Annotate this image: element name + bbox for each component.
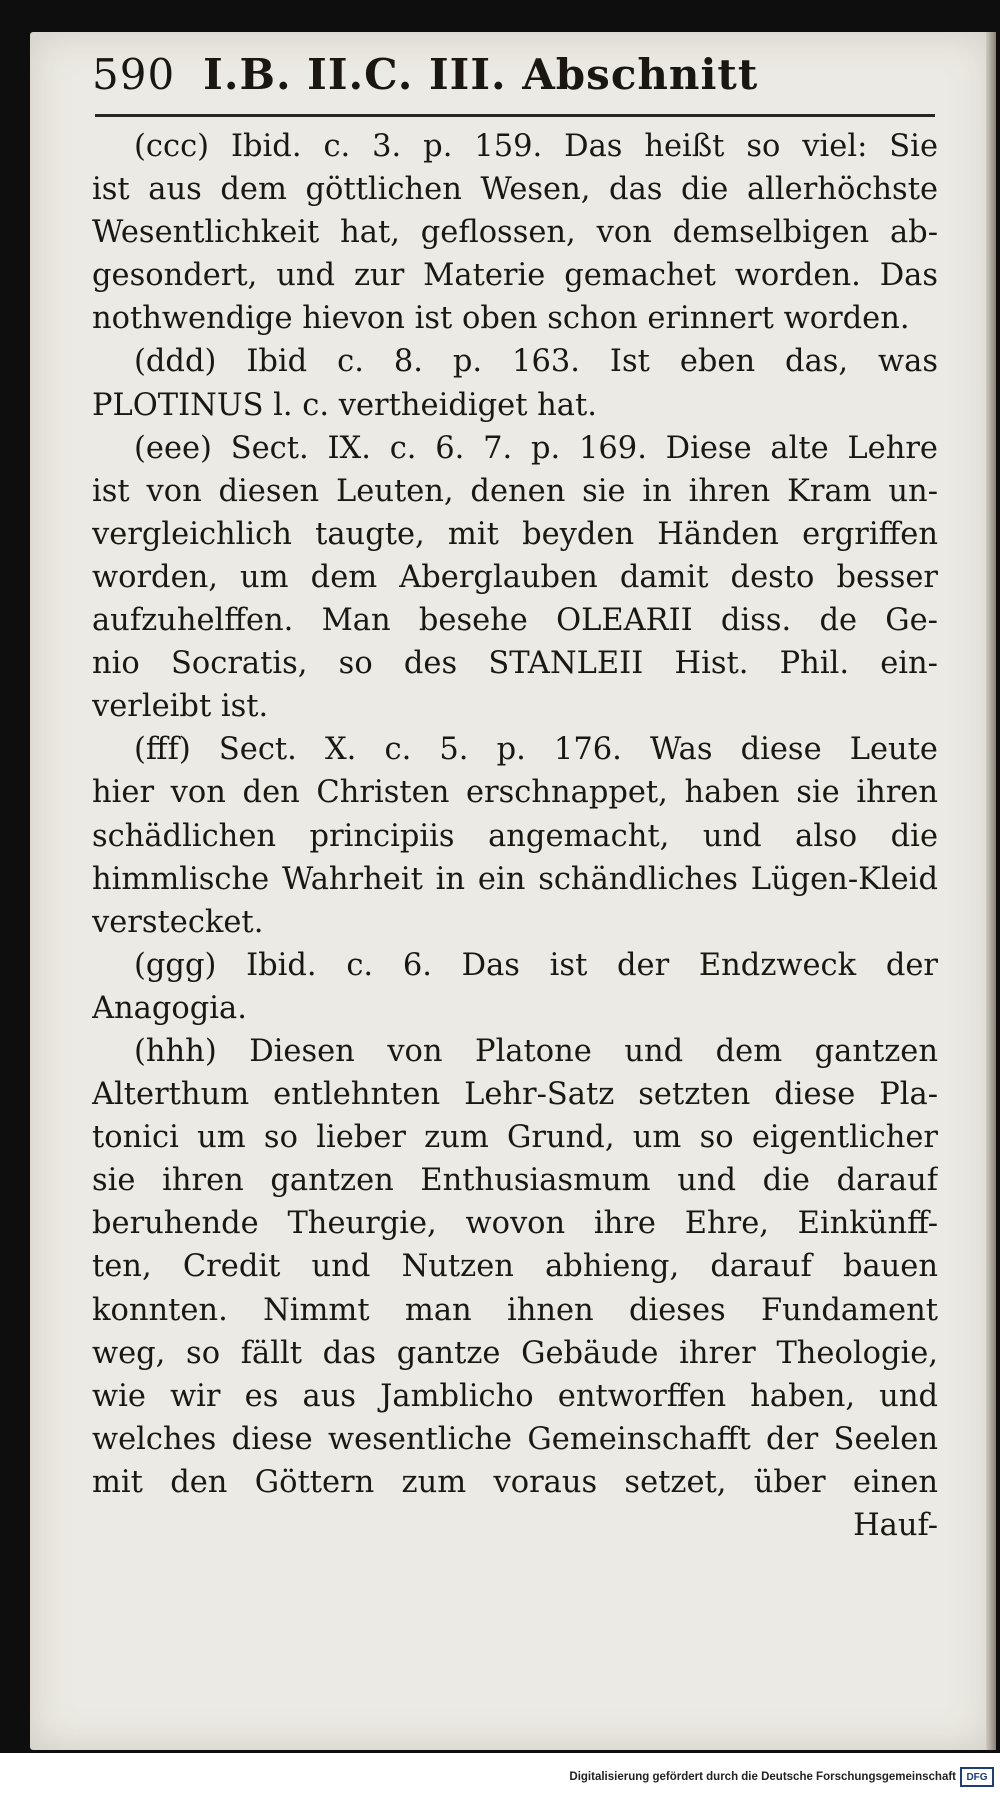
funding-credit: Digitalisierung gefördert durch die Deutsche Forschungsgemeinschaft (569, 1771, 956, 1783)
text-line: schädlichen principiis angemacht, und also die (92, 818, 938, 854)
text-line: PLOTINUS l. c. vertheidiget hat. (92, 387, 597, 423)
text-line: aufzuhelffen. Man besehe OLEARII diss. de Ge- (92, 603, 938, 639)
text-line: weg, so fällt das gantze Gebäude ihrer Theologie, (92, 1335, 938, 1371)
footnote-fff (92, 728, 938, 943)
text-line: wie wir es aus Jamblicho entworffen haben, und (92, 1378, 938, 1414)
text-line: (eee) Sect. IX. c. 6. 7. p. 169. Diese alte Lehre (134, 430, 938, 466)
footnote-ddd (92, 340, 938, 426)
text-line: tonici um so lieber zum Grund, um so eigentlicher (92, 1120, 938, 1156)
running-title: I.B. II.C. III. Abschnitt (203, 50, 759, 99)
running-head (92, 50, 932, 110)
text-line: ten, Credit und Nutzen abhieng, darauf bauen (92, 1249, 938, 1285)
text-line: (ddd) Ibid c. 8. p. 163. Ist eben das, was (134, 344, 938, 380)
text-line: welches diese wesentliche Gemeinschafft der Seelen (92, 1421, 938, 1457)
text-line: Alterthum entlehnten Lehr-Satz setzten diese Pla- (92, 1077, 938, 1113)
text-line: vergleichlich taugte, mit beyden Händen ergriffen (92, 516, 938, 552)
header-rule (95, 114, 935, 117)
text-line: ist aus dem göttlichen Wesen, das die allerhöchste (92, 172, 938, 208)
text-line: Anagogia. (92, 990, 247, 1026)
text-line: sie ihren gantzen Enthusiasmum und die darauf (92, 1163, 938, 1199)
footnote-text (92, 125, 938, 1547)
page-number: 590 (92, 50, 176, 99)
text-line: ist von diesen Leuten, denen sie in ihren Kram un- (92, 473, 938, 509)
text-line: verleibt ist. (92, 689, 269, 725)
digitization-footer (0, 1753, 1000, 1795)
text-line: mit den Göttern zum voraus setzet, über einen (92, 1464, 938, 1500)
footnote-ccc (92, 125, 938, 340)
text-line: (ggg) Ibid. c. 6. Das ist der Endzweck der (134, 947, 938, 983)
text-line: beruhende Theurgie, wovon ihre Ehre, Einkünff- (92, 1206, 938, 1242)
footnote-hhh (92, 1030, 938, 1504)
text-line: konnten. Nimmt man ihnen dieses Fundament (92, 1292, 938, 1328)
text-line: (ccc) Ibid. c. 3. p. 159. Das heißt so viel: Sie (134, 129, 938, 164)
text-line: verstecket. (92, 904, 264, 940)
text-line: nio Socratis, so des STANLEII Hist. Phil. ein- (92, 646, 938, 682)
footnote-ggg (92, 944, 938, 1030)
text-line: (fff) Sect. X. c. 5. p. 176. Was diese Leute (134, 732, 938, 768)
footnote-eee (92, 427, 938, 729)
text-line: nothwendige hievon ist oben schon erinnert worden. (92, 301, 910, 337)
text-line: (hhh) Diesen von Platone und dem gantzen (134, 1033, 938, 1069)
text-line: himmlische Wahrheit in ein schändliches Lügen-Kleid (92, 861, 938, 897)
text-line: hier von den Christen erschnappet, haben sie ihren (92, 775, 938, 811)
text-line: worden, um dem Aberglauben damit desto besser (92, 559, 938, 595)
text-line: Wesentlichkeit hat, geflossen, von demselbigen ab- (92, 215, 938, 251)
catchword: Hauf- (853, 1508, 938, 1543)
page-edge (986, 32, 996, 1750)
dfg-logo: DFG (960, 1767, 994, 1787)
text-line: gesondert, und zur Materie gemachet worden. Das (92, 258, 938, 294)
